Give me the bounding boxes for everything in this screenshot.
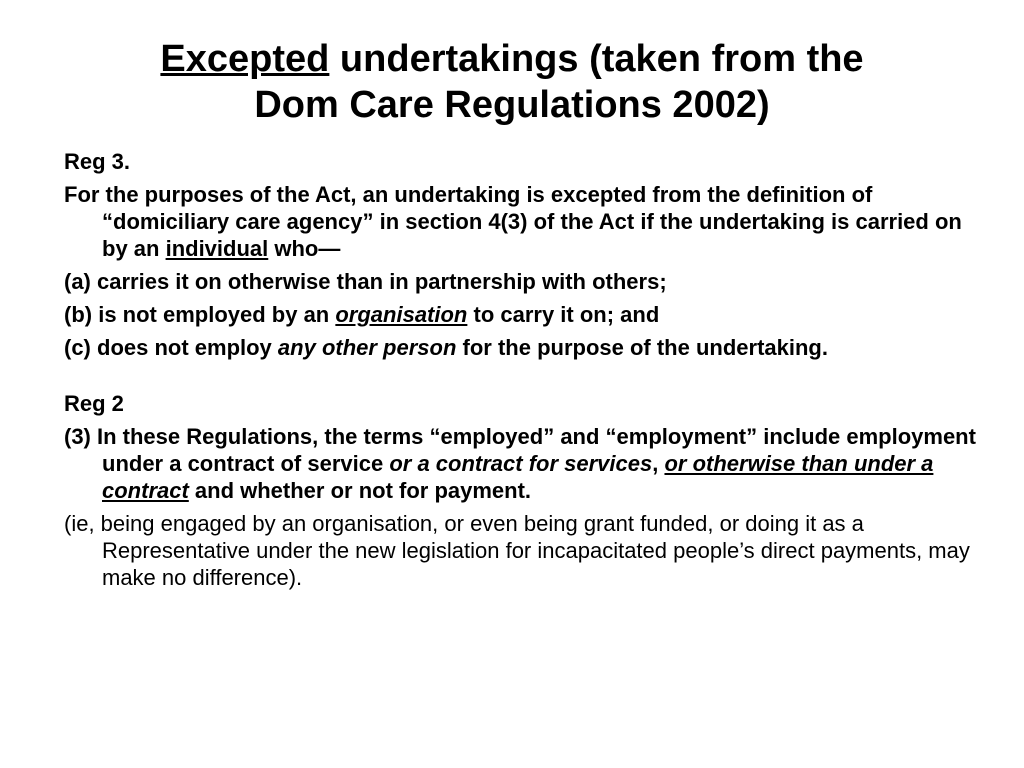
reg3-intro-text-a: For the purposes of the Act, an undertaking is excepted from the definition of “domiciliary care agency” in section 4(3) of the Act if the undertaking is carried on by an: [64, 182, 962, 261]
reg3-item-c-emph: any other person: [277, 335, 457, 360]
reg2-para-comma: ,: [652, 451, 665, 476]
reg3-item-b: [64, 301, 984, 328]
note-paragraph: (ie, being engaged by an organisation, or even being grant funded, or doing it as a Representative under the new legislation for incapacitated people’s direct payments, may make no difference).: [64, 511, 970, 590]
title-underlined-word: Excepted: [160, 38, 330, 80]
reg3-item-c-post: for the purpose of the undertaking.: [456, 335, 828, 360]
slide-body: [64, 148, 984, 597]
reg3-intro-underlined: individual: [165, 236, 269, 261]
reg2-para-pre: (3) In these Regulations, the terms “employed” and “employment” include employment under a contract of service: [64, 424, 976, 476]
reg3-item-b-post: to carry it on; and: [467, 302, 660, 327]
title-line2: Dom Care Regulations 2002): [254, 84, 770, 126]
reg2-para-italic: or a contract for services: [389, 451, 653, 476]
reg3-intro-text-b: who—: [268, 236, 341, 261]
reg2-paragraph: [64, 423, 984, 504]
reg3-item-c-pre: (c) does not employ: [64, 335, 278, 360]
reg3-intro: [64, 181, 984, 262]
reg2-heading: Reg 2: [64, 391, 124, 416]
reg3-item-c: [64, 334, 984, 361]
title-line1-rest: undertakings (taken from the: [329, 38, 864, 80]
spacer: [64, 367, 984, 390]
slide-title: [40, 36, 984, 128]
reg3-item-a: (a) carries it on otherwise than in partnership with others;: [64, 269, 667, 294]
reg2-para-post: and whether or not for payment.: [188, 478, 532, 503]
reg3-item-b-pre: (b) is not employed by an: [64, 302, 336, 327]
reg2-para-italic-underlined: or otherwise than under a contract: [102, 451, 934, 503]
reg3-item-b-emph: organisation: [335, 302, 468, 327]
reg3-heading: Reg 3.: [64, 149, 131, 174]
